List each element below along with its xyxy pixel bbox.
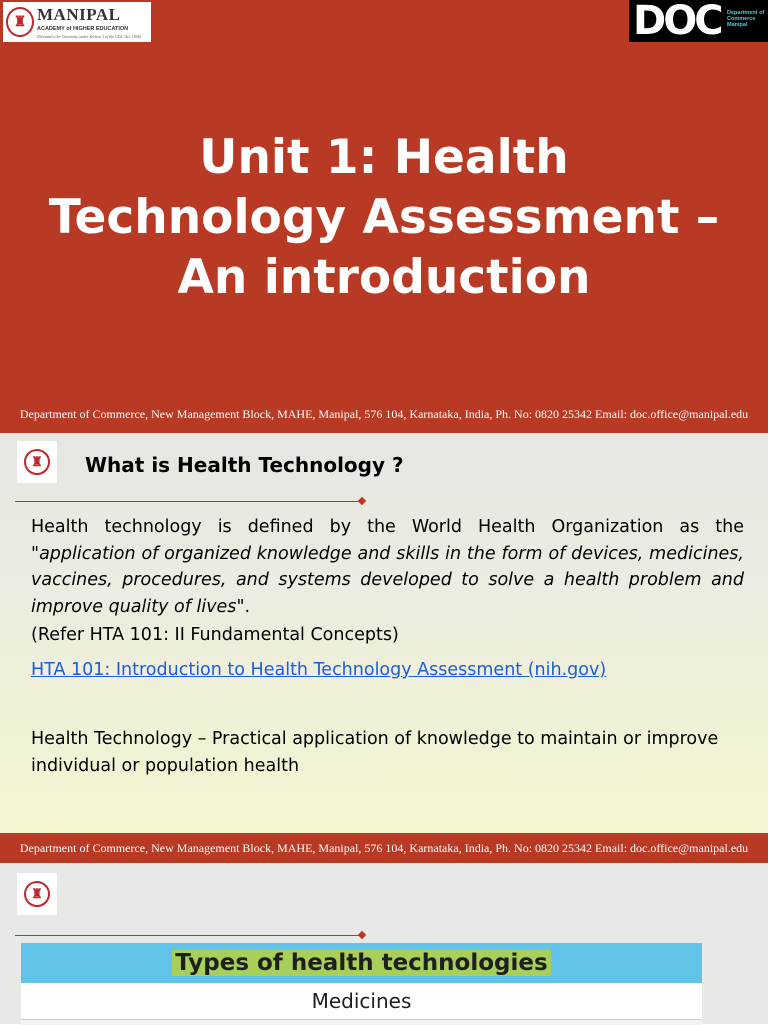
doc-logo-dept: Department of Commerce Manipal (727, 10, 765, 28)
manipal-emblem-icon: ♜ (24, 881, 50, 907)
types-table-header (21, 943, 702, 983)
logo-name: MANIPAL (37, 5, 121, 24)
divider (15, 935, 360, 936)
who-definition-paragraph: Health technology is defined by the World Health Organization as the "application of organized knowledge and skills in the form of devices, medicines, vaccines, procedures, and systems developed to solve a health problem and improve quality of lives". (31, 517, 744, 617)
divider-diamond-icon (358, 931, 366, 939)
manipal-logo (3, 2, 151, 42)
manipal-emblem-icon: ♜ (6, 7, 34, 37)
manipal-emblem-icon: ♜ (24, 449, 50, 475)
doc-logo-letters: DOC (633, 0, 721, 44)
title-slide (0, 0, 768, 433)
logo-subtitle: ACADEMY of HIGHER EDUCATION (37, 26, 129, 32)
slide-title: Unit 1: Health Technology Assessment – An introduction (48, 130, 720, 305)
types-slide (0, 863, 768, 1024)
manipal-emblem (17, 873, 57, 915)
slide-footer: Department of Commerce, New Management Block, MAHE, Manipal, 576 104, Karnataka, India, Ph. No: 0820 25342 Email: doc.office@manipal.edu (19, 407, 749, 421)
doc-logo (629, 0, 768, 42)
divider-diamond-icon (358, 497, 366, 505)
logo-deemed: (Deemed to be University under Section 3 of the UGC Act, 1956) (37, 34, 142, 39)
types-table-header-label: Types of health technologies (172, 950, 550, 976)
table-row (21, 1019, 702, 1025)
slide-footer: Department of Commerce, New Management Block, MAHE, Manipal, 576 104, Karnataka, India, Ph. No: 0820 25342 Email: doc.office@manipal.edu (0, 833, 768, 863)
divider (15, 501, 360, 502)
slide-heading: What is Health Technology ? (85, 453, 404, 477)
manipal-emblem (17, 441, 57, 483)
hta101-link[interactable]: HTA 101: Introduction to Health Technology Assessment (nih.gov) (31, 660, 607, 680)
reference-note: (Refer HTA 101: II Fundamental Concepts) (31, 625, 399, 645)
table-row: Medicines (21, 983, 702, 1019)
health-technology-definition: Health Technology – Practical application of knowledge to maintain or improve individual or population health (31, 729, 719, 776)
content-slide (0, 433, 768, 833)
